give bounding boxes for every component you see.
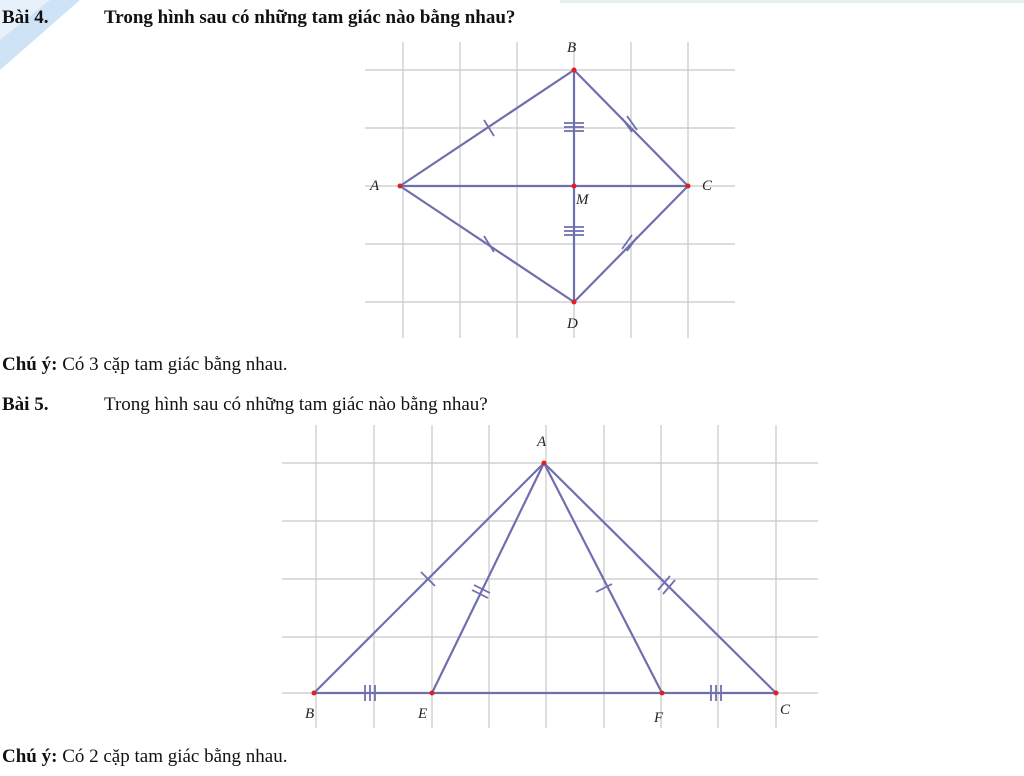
problem-5-question: Trong hình sau có những tam giác nào bằng nhau? [104,394,488,415]
label-F: F [654,710,664,726]
point-B [312,691,317,696]
label-B: B [567,40,577,56]
label-A: A [370,178,380,194]
problem-4-note-text: Có 3 cặp tam giác bằng nhau. [62,354,288,375]
segment-AC [544,463,776,693]
problem-5-segments [314,463,776,693]
label-C: C [780,702,791,718]
segment-AE [432,463,544,693]
problem-5-note-label: Chú ý: [2,746,58,767]
problem-5-note [2,746,287,768]
point-E [430,691,435,696]
problem-5-note-text: Có 2 cặp tam giác bằng nhau. [62,746,288,767]
problem-5-label: Bài 5. [2,394,49,415]
problem-4-label: Bài 4. [2,7,49,28]
point-F [660,691,665,696]
label-E: E [418,706,428,722]
label-C: C [702,178,713,194]
label-A: A [537,434,547,450]
label-B: B [305,706,315,722]
segment-AB [314,463,544,693]
label-M: M [576,192,589,208]
point-A [542,461,547,466]
problem-4-question: Trong hình sau có những tam giác nào bằng nhau? [104,7,516,28]
problem-4-note-label: Chú ý: [2,354,58,375]
point-C [774,691,779,696]
problem-5-points [312,461,779,696]
label-D: D [567,316,578,332]
segment-AF [544,463,662,693]
